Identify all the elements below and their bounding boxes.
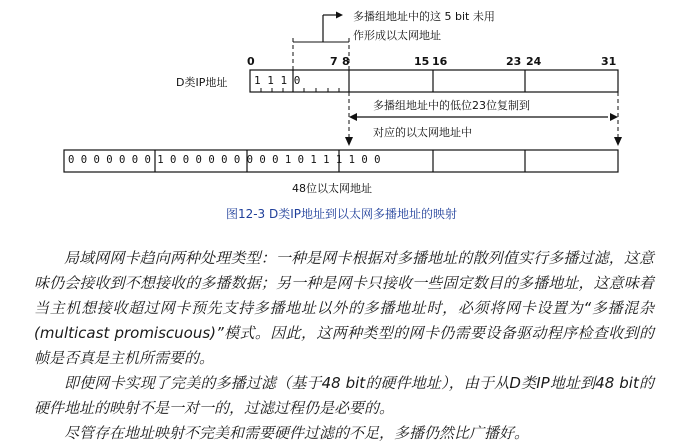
address-mapping-figure xyxy=(0,0,683,200)
ethernet-prefix-bits: 0 0 0 0 0 0 0 1 0 0 0 0 0 0 0 0 0 1 0 1 1 1 1 0 0 xyxy=(68,154,381,166)
copy-down-right-head xyxy=(614,137,622,146)
bit-position-15: 15 xyxy=(414,55,430,68)
ethernet-address-label: 48位以太网地址 xyxy=(292,182,372,195)
paragraph-1: 局域网网卡趋向两种处理类型：一种是网卡根据对多播地址的散列值实行多播过滤，这意味仍会接收到不想接收的多播数据；另一种是网卡只接收一些固定数目的多播地址，这意味着当主机想接收超过网卡预先支持多播地址以外的多播地址时，必须将网卡设置为“多播混杂(multicast promiscuous)”模式。因此，这两种类型的网卡仍需要设备驱动程序检查收到的帧是否真是主机所需要的。 xyxy=(34,249,654,367)
class-d-prefix-bits: 1 1 1 0 xyxy=(254,74,301,87)
bit-position-0: 0 xyxy=(247,55,255,68)
bit-position-8: 8 xyxy=(342,55,350,68)
copy-note: 多播组地址中的低位23位复制到 xyxy=(373,99,530,112)
bit-position-31: 31 xyxy=(601,55,617,68)
paragraph-3: 尽管存在地址映射不完美和需要硬件过滤的不足，多播仍然比广播好。 xyxy=(64,424,530,442)
paragraph-2: 即使网卡实现了完美的多播过滤（基于48 bit的硬件地址），由于从D类IP地址到48 bit的硬件地址的映射不是一对一的，过滤过程仍是必要的。 xyxy=(34,374,654,417)
unused-bits-note-line1: 多播组地址中的这 5 bit 未用 xyxy=(353,10,495,23)
copy-arrow-left-head xyxy=(349,113,357,121)
figure-caption: 图12-3 D类IP地址到以太网多播地址的映射 xyxy=(225,207,458,221)
class-d-label: D类IP地址 xyxy=(176,76,228,89)
bit-position-24: 24 xyxy=(526,55,542,68)
unused-bits-note-line2: 作形成以太网地址 xyxy=(353,29,441,42)
bit-position-23: 23 xyxy=(506,55,522,68)
bit-position-16: 16 xyxy=(432,55,448,68)
copy-down-left-head xyxy=(345,137,353,146)
bit-position-7: 7 xyxy=(330,55,338,68)
body-text xyxy=(34,246,654,446)
target-note: 对应的以太网地址中 xyxy=(373,126,472,139)
copy-arrow-right-head xyxy=(610,113,618,121)
class-d-address-box xyxy=(250,70,618,92)
note-arrow-head xyxy=(336,12,343,19)
